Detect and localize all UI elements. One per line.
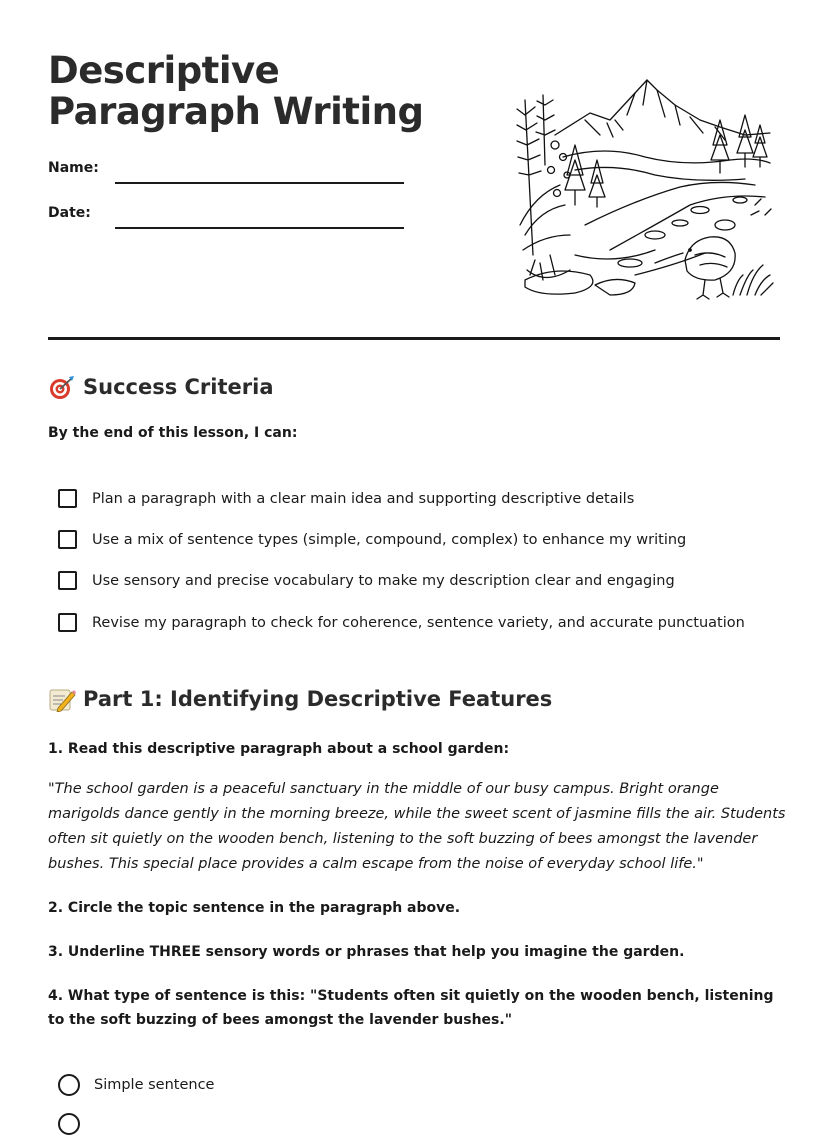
section-divider xyxy=(48,337,780,340)
criteria-text: Revise my paragraph to check for coherence, sentence variety, and accurate punctuation xyxy=(92,614,745,631)
question-2: 2. Circle the topic sentence in the paragraph above. xyxy=(48,900,461,916)
date-field[interactable] xyxy=(48,205,408,235)
criteria-intro: By the end of this lesson, I can: xyxy=(48,425,298,441)
checkbox[interactable] xyxy=(58,571,77,590)
name-field[interactable] xyxy=(48,160,408,190)
criteria-item xyxy=(58,613,745,632)
success-criteria-title: Success Criteria xyxy=(83,375,274,399)
landscape-with-kiwi-bird-icon xyxy=(515,75,775,303)
checkbox[interactable] xyxy=(58,613,77,632)
radio-button[interactable] xyxy=(58,1074,80,1096)
criteria-text: Use sensory and precise vocabulary to make my description clear and engaging xyxy=(92,572,675,589)
criteria-item xyxy=(58,530,686,549)
sample-paragraph: "The school garden is a peaceful sanctuary in the middle of our busy campus. Bright orange marigolds dance gently in the morning breeze, while the sweet scent of jasmine fills the air. Students often sit quietly on the wooden bench, listening to the soft buzzing of bees amongst the lavender bushes. This special place provides a calm escape from the noise of everyday school life." xyxy=(48,781,786,872)
option-label: Simple sentence xyxy=(94,1077,215,1093)
memo-icon xyxy=(48,686,76,712)
checkbox[interactable] xyxy=(58,530,77,549)
criteria-text: Plan a paragraph with a clear main idea and supporting descriptive details xyxy=(92,490,635,507)
question-3: 3. Underline THREE sensory words or phrases that help you imagine the garden. xyxy=(48,944,685,960)
question-1: 1. Read this descriptive paragraph about a school garden: xyxy=(48,741,510,757)
date-label: Date: xyxy=(48,205,91,221)
page-title: Descriptive Paragraph Writing xyxy=(48,49,424,133)
part1-heading xyxy=(48,686,552,712)
answer-option[interactable] xyxy=(58,1074,214,1096)
checkbox[interactable] xyxy=(58,489,77,508)
question-4: 4. What type of sentence is this: "Students often sit quietly on the wooden bench, listening to the soft buzzing of bees amongst the lavender bushes." xyxy=(48,988,774,1028)
success-criteria-heading xyxy=(48,374,274,400)
radio-button[interactable] xyxy=(58,1113,80,1135)
part1-title: Part 1: Identifying Descriptive Features xyxy=(83,687,553,711)
criteria-text: Use a mix of sentence types (simple, compound, complex) to enhance my writing xyxy=(92,531,687,548)
name-label: Name: xyxy=(48,160,99,176)
date-line[interactable] xyxy=(115,227,404,229)
criteria-item xyxy=(58,571,675,590)
target-icon xyxy=(48,374,76,400)
criteria-item xyxy=(58,489,634,508)
name-line[interactable] xyxy=(115,182,404,184)
answer-option-partial[interactable] xyxy=(58,1113,94,1135)
